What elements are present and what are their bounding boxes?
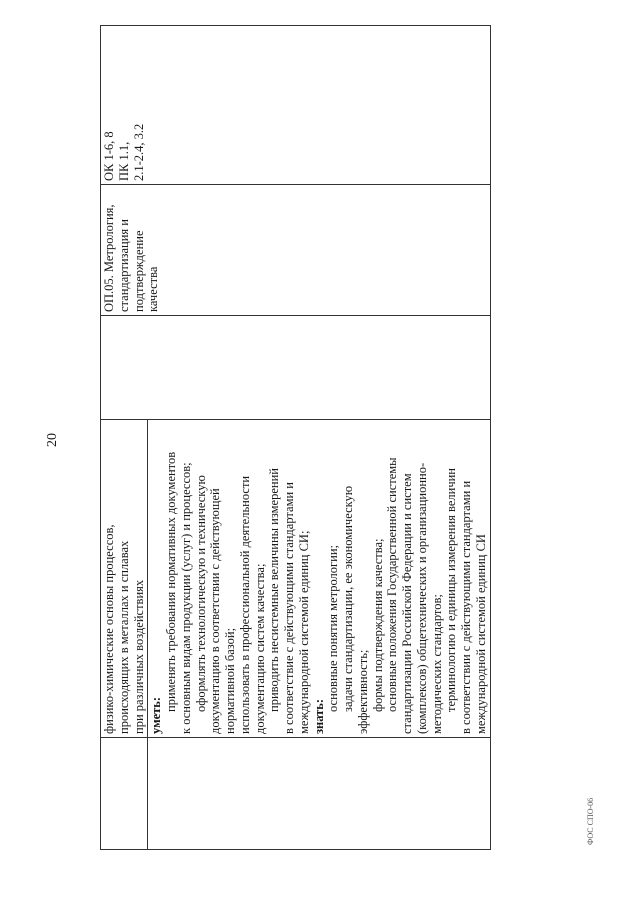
table-row — [101, 26, 148, 850]
text-line: оформлять технологическую и техническую — [193, 475, 208, 712]
section-heading: знать: — [311, 698, 326, 734]
text-line: физико-химические основы процессов, — [102, 524, 116, 734]
text-line: основные понятия метрологии; — [326, 545, 341, 712]
text-line: стандартизации Российской Федерации и систем — [400, 473, 414, 734]
text-line: терминологию и единицы измерения величин — [444, 468, 459, 712]
knowledge-lines — [102, 423, 146, 734]
text-line: международной системой единиц СИ; — [296, 530, 311, 734]
competency-line: ПК 1.1, — [116, 141, 131, 181]
competency-table — [100, 25, 491, 850]
text-line: при различных воздействиях — [131, 579, 146, 734]
competencies-cell — [101, 26, 491, 185]
row-top-cell-1 — [101, 738, 148, 850]
text-line: к основным видам продукции (услуг) и процессов; — [178, 462, 193, 734]
text-line: формы подтверждения качества; — [370, 538, 385, 712]
text-line: происходящих в металлах и сплавах — [116, 540, 131, 734]
text-line: в соответствие с действующими стандартами и — [282, 482, 296, 734]
text-line: использовать в профессиональной деятельности — [237, 475, 252, 734]
competency-line: 2.1-2.4, 3.2 — [131, 123, 146, 181]
empty-cell-3 — [101, 316, 491, 420]
text-line: нормативной базой; — [223, 627, 237, 734]
discipline-line: ОП.05. Метрология, — [102, 204, 116, 312]
text-line: эффективность; — [355, 649, 370, 734]
text-line: в соответствии с действующими стандартами и — [459, 480, 473, 734]
discipline-line: стандартизация и — [116, 219, 131, 312]
text-line: документацию систем качества; — [252, 563, 267, 734]
competency-line: ОК 1-6, 8 — [102, 131, 116, 181]
row-bottom-cell-1 — [148, 738, 490, 850]
page-number: 20 — [45, 433, 60, 447]
discipline-line: подтверждение — [131, 230, 146, 312]
text-line: приводить несистемные величины измерений — [267, 468, 282, 712]
rotated-table-area — [100, 26, 490, 850]
text-line: методических стандартов; — [429, 594, 444, 734]
text-line: задачи стандартизации, ее экономическую — [341, 485, 355, 712]
skills-lines — [149, 423, 488, 734]
text-line: (комплексов) общетехнических и организационно- — [414, 462, 429, 734]
footer-code: ФОС СПО-06 — [586, 797, 595, 845]
skills-cell — [148, 420, 490, 738]
text-line: основные положения Государственной системы — [385, 457, 400, 712]
discipline-cell — [101, 185, 491, 316]
section-heading: уметь: — [149, 696, 164, 734]
text-line: применять требования нормативных документов — [164, 451, 178, 712]
text-line: документацию в соответствии с действующей — [208, 488, 223, 734]
discipline-line: качества — [146, 266, 161, 312]
text-line: международной системой единиц СИ — [473, 534, 488, 734]
knowledge-cell-top — [101, 420, 148, 738]
